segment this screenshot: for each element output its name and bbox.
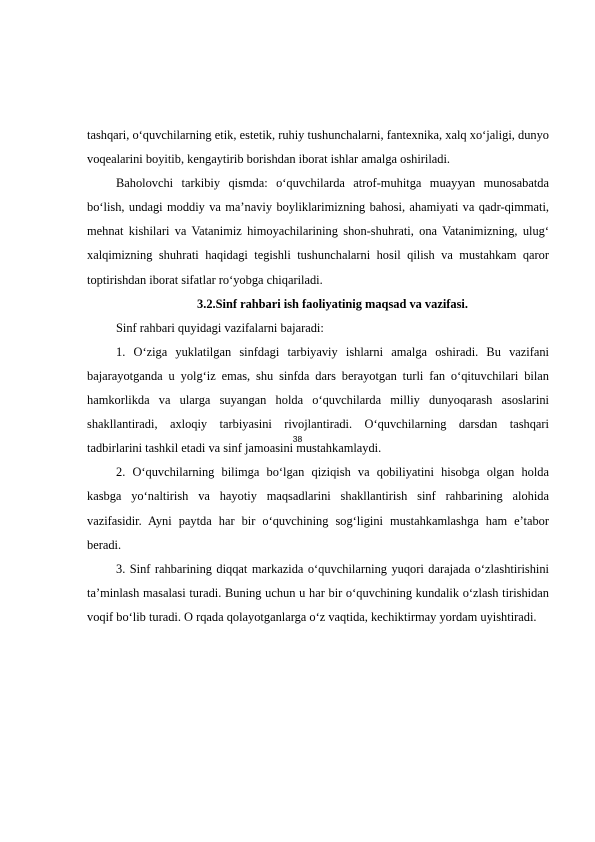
list-item-2: 2. O‘quvchilarning bilimga bo‘lgan qiziqish va qobiliyatini hisobga olgan holda kasbga yo‘naltirish va hayotiy maqsadlarini shakllantirish sinf rahbarining alohida vazifasidir. Ayni paytda har bir o‘quvchining sog‘ligini mustahkamlashga ham e’tabor beradi. [87,465,549,552]
section-heading: 3.2.Sinf rahbari ish faoliyatinig maqsad va vazifasi. [197,296,468,311]
document-body [87,123,549,629]
paragraph-intro: Sinf rahbari quyidagi vazifalarni bajaradi: [116,320,324,335]
paragraph-evaluative-component: Baholovchi tarkibiy qismda: o‘quvchilarda atrof-muhitga muayyan munosabatda bo‘lish, undagi moddiy va ma’naviy boyliklarimizning bahosi, ahamiyati va qadr-qimmati, mehnat kishilari va Vatanimiz himoyachilarining shon-shuhrati, ona Vatanimizning, ulug‘ xalqimizning shuhrati haqidagi tegishli tushunchalarni hosil qilish va mustahkam qaror toptirishdan iborat sifatlar ro‘yobga chiqariladi. [87,176,549,287]
paragraph-continuation: tashqari, o‘quvchilarning etik, estetik, ruhiy tushunchalarni, fantexnika, xalq xo‘jaligi, dunyo voqealarini boyitib, kengaytirib borishdan iborat ishlar amalga oshiriladi. [87,128,549,167]
page-number: 38 [292,434,303,444]
list-item-1: 1. O‘ziga yuklatilgan sinfdagi tarbiyaviy ishlarni amalga oshiradi. Bu vazifani bajarayotganda u yolg‘iz emas, shu sinfda dars berayotgan turli fan o‘qituvchilari bilan hamkorlikda va ularga suyangan holda o‘quvchilarda milliy dunyoqarash asoslarini shakllantiradi, axloqiy tarbiyasini rivojlantiradi. O‘quvchilarning darsdan tashqari tadbirlarini tashkil etadi va sinf jamoasini mustahkamlaydi. [87,344,549,456]
list-item-3: 3. Sinf rahbarining diqqat markazida o‘quvchilarning yuqori darajada o‘zlashtirishini ta’minlash masalasi turadi. Buning uchun u har bir o‘quvchining kundalik o‘zlash tirishidan voqif bo‘lib turadi. O rqada qolayotganlarga o‘z vaqtida, kechiktirmay yordam uyishtiradi. [87,561,549,624]
